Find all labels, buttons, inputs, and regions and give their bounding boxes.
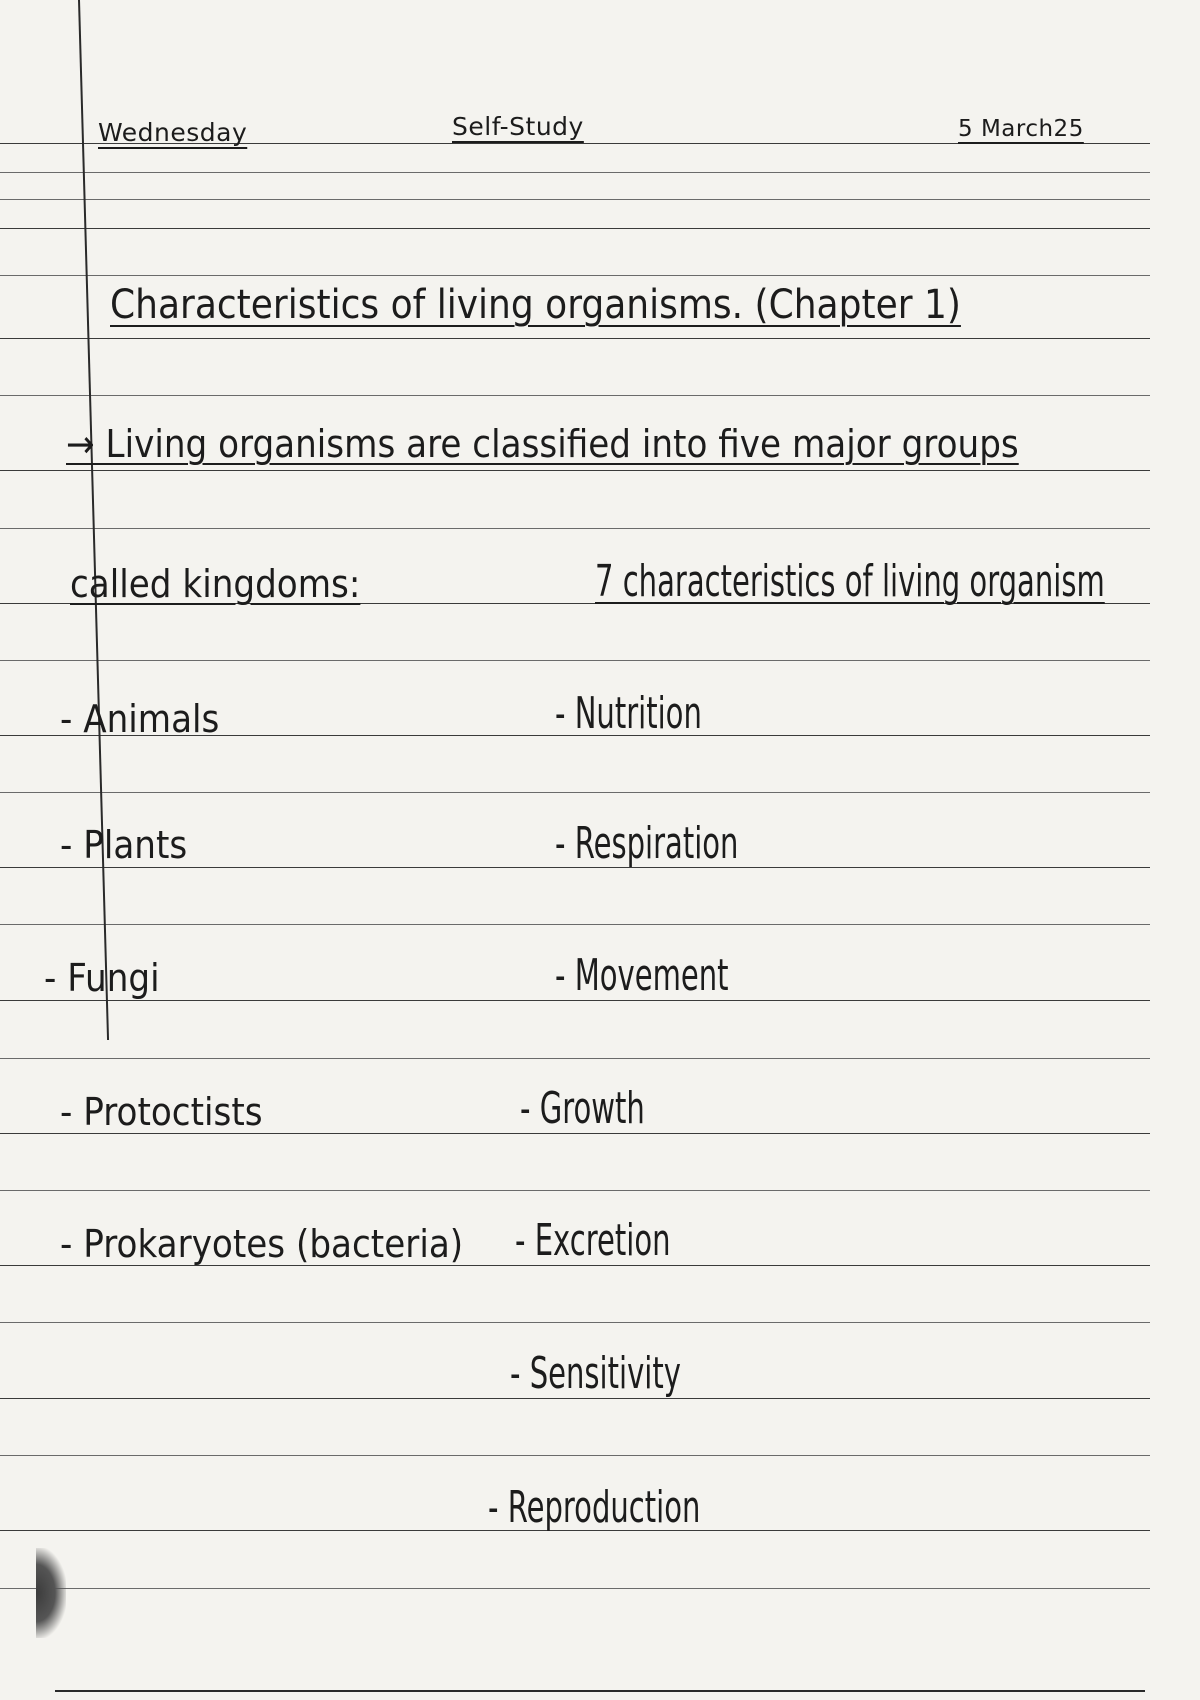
ruled-line [0, 1588, 1150, 1589]
characteristic-item: - Reproduction [488, 1482, 701, 1533]
ruled-line [0, 395, 1150, 396]
ruled-line [0, 1058, 1150, 1059]
margin-line [78, 0, 109, 1040]
characteristic-item: - Movement [555, 950, 729, 1001]
ruled-line [0, 470, 1150, 471]
characteristic-item: - Respiration [555, 818, 739, 869]
characteristic-item: - Nutrition [555, 688, 702, 739]
kingdom-item: - Fungi [44, 956, 160, 1000]
ruled-line [0, 172, 1150, 173]
page-title: Characteristics of living organisms. (Chapter 1) [110, 282, 961, 328]
thumb-shadow [36, 1548, 66, 1638]
bottom-rule [55, 1690, 1145, 1692]
kingdom-item: - Animals [60, 697, 220, 741]
header-day: Wednesday [98, 118, 248, 147]
header-date: 5 March25 [958, 116, 1084, 142]
ruled-line [0, 528, 1150, 529]
characteristic-item: - Sensitivity [510, 1348, 681, 1399]
ruled-line [0, 275, 1150, 276]
kingdom-item: - Plants [60, 823, 188, 867]
ruled-line [0, 338, 1150, 339]
characteristic-item: - Excretion [515, 1215, 671, 1266]
intro-line-1: → Living organisms are classified into five major groups [66, 422, 1019, 466]
ruled-line [0, 199, 1150, 200]
kingdom-item: - Protoctists [60, 1090, 263, 1134]
ruled-line [0, 1190, 1150, 1191]
ruled-line [0, 1322, 1150, 1323]
ruled-line [0, 792, 1150, 793]
intro-line-2: called kingdoms: [70, 562, 361, 606]
ruled-line [0, 1455, 1150, 1456]
ruled-line [0, 924, 1150, 925]
header-subject: Self-Study [452, 112, 584, 141]
characteristic-item: - Growth [520, 1083, 645, 1134]
kingdom-item: - Prokaryotes (bacteria) [60, 1222, 464, 1266]
ruled-line [0, 228, 1150, 229]
ruled-line [0, 660, 1150, 661]
characteristics-heading: 7 characteristics of living organism [595, 556, 1105, 607]
